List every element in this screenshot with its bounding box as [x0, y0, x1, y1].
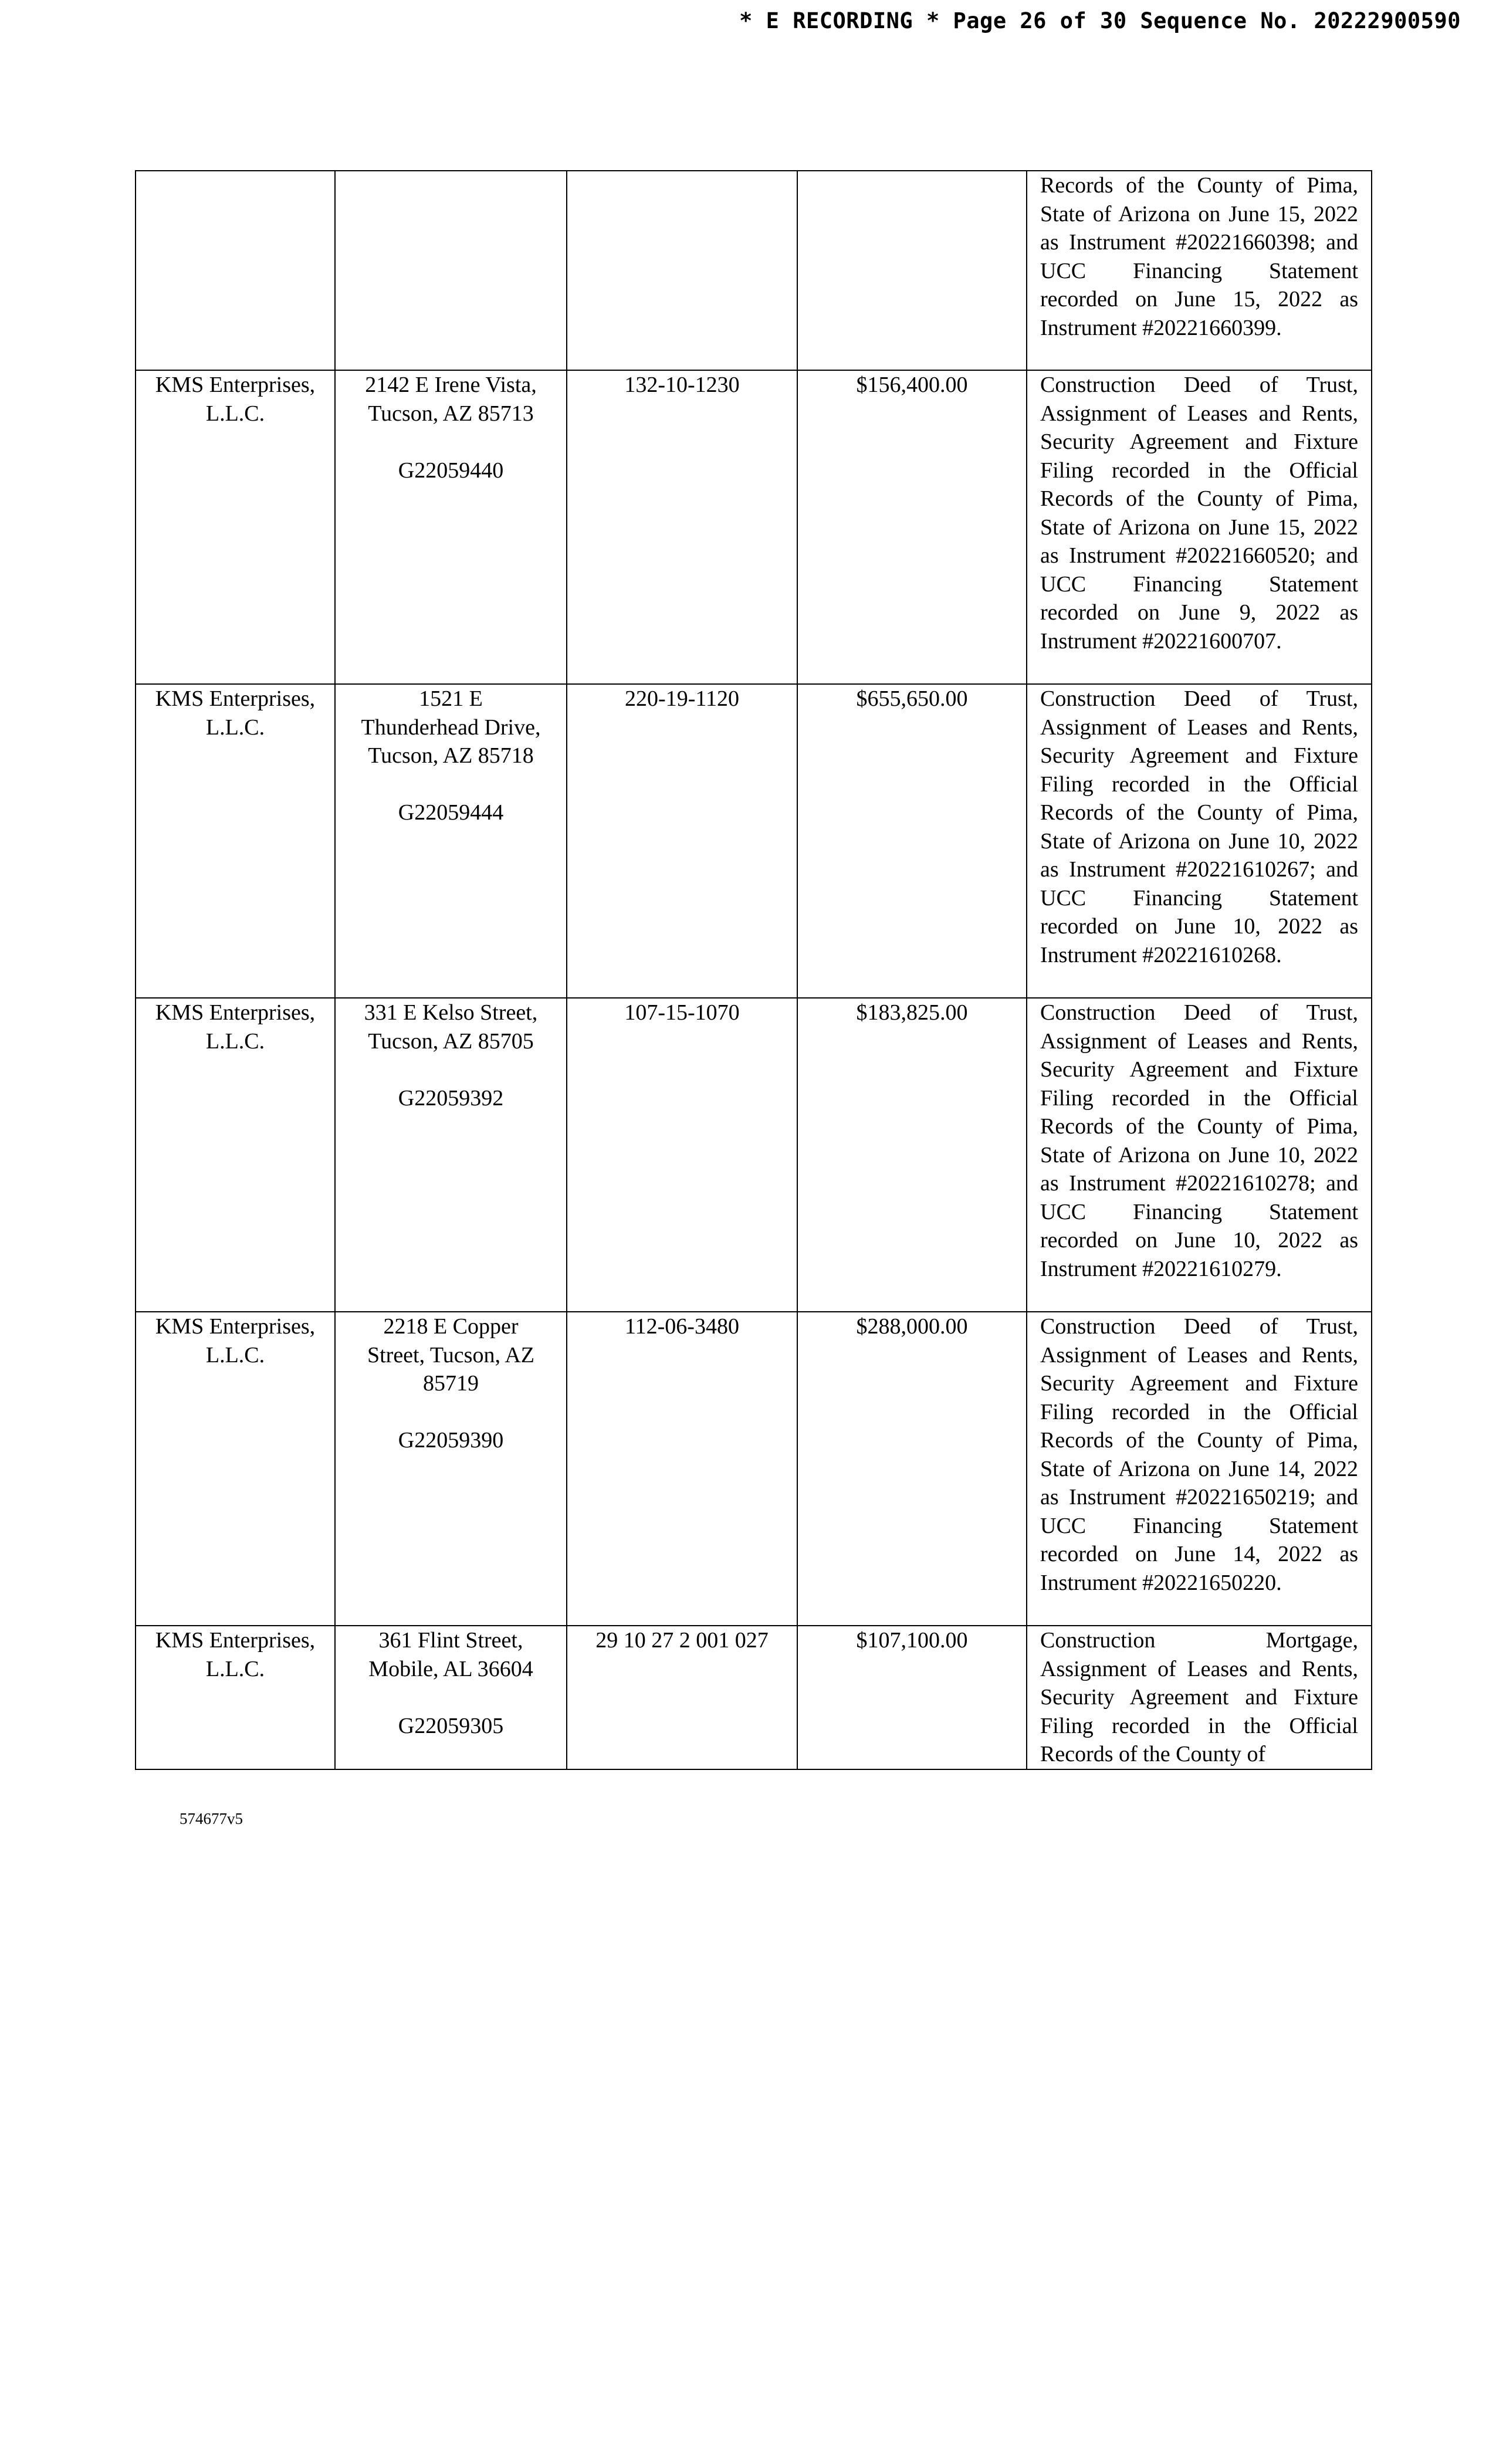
order-number: G22059440: [398, 458, 504, 483]
loan-amount: $107,100.00: [856, 1628, 968, 1653]
address-line: Tucson, AZ 85718: [368, 743, 534, 768]
loan-amount: $156,400.00: [856, 373, 968, 397]
address-line: 2142 E Irene Vista,: [365, 373, 537, 397]
address-cell: [335, 370, 567, 684]
parcel-number-cell: [567, 998, 797, 1312]
description-cell: [1027, 684, 1372, 998]
loan-amount: $183,825.00: [856, 1000, 968, 1025]
table-row: [136, 684, 1372, 998]
parcel-number-cell: [567, 1626, 797, 1769]
loan-amount: $655,650.00: [856, 686, 968, 711]
parcel-number: 112-06-3480: [625, 1314, 739, 1339]
loan-amount: $288,000.00: [856, 1314, 968, 1339]
address-cell: [335, 171, 567, 370]
parcel-number-cell: [567, 171, 797, 370]
property-records-table: [135, 170, 1372, 1770]
address-line: Tucson, AZ 85713: [368, 401, 534, 426]
address-line: Thunderhead Drive,: [361, 715, 541, 740]
order-number: G22059305: [398, 1713, 504, 1738]
parcel-number-cell: [567, 684, 797, 998]
address-line: Street, Tucson, AZ: [367, 1342, 535, 1368]
document-id-footer: 574677v5: [180, 1810, 243, 1827]
recording-description: Construction Deed of Trust, Assignment of Leases and Rents, Security Agreement and Fixture Filing recorded in the Official Records of the County of Pima, State of Arizona on June 10, 2022 as Instrument #20221610267; and UCC Financing Statement recorded on June 10, 2022 as Instrument #20221610268.: [1040, 686, 1358, 967]
amount-cell: [797, 1312, 1027, 1626]
grantor-cell: [136, 998, 335, 1312]
amount-cell: [797, 370, 1027, 684]
grantor-name: KMS Enterprises, L.L.C.: [155, 373, 316, 426]
address-cell: [335, 684, 567, 998]
recording-description: Records of the County of Pima, State of Arizona on June 15, 2022 as Instrument #20221660398; and UCC Financing Statement recorded on June 15, 2022 as Instrument #20221660399.: [1040, 173, 1358, 340]
grantor-cell: [136, 1626, 335, 1769]
table-row: [136, 998, 1372, 1312]
table-row: [136, 1312, 1372, 1626]
description-cell: [1027, 370, 1372, 684]
address-line: 85719: [423, 1371, 479, 1396]
address-line: Mobile, AL 36604: [368, 1656, 533, 1681]
grantor-cell: [136, 171, 335, 370]
order-number: G22059444: [398, 800, 504, 825]
order-number: G22059392: [398, 1085, 504, 1111]
description-cell: [1027, 998, 1372, 1312]
recording-description: Construction Mortgage, Assignment of Leases and Rents, Security Agreement and Fixture Filing recorded in the Official Records of the County of: [1040, 1628, 1358, 1766]
order-number: G22059390: [398, 1428, 504, 1453]
grantor-name: KMS Enterprises, L.L.C.: [155, 1628, 316, 1681]
table-row: [136, 370, 1372, 684]
table-row: [136, 171, 1372, 370]
parcel-number-cell: [567, 1312, 797, 1626]
description-cell: [1027, 171, 1372, 370]
amount-cell: [797, 171, 1027, 370]
grantor-name: KMS Enterprises, L.L.C.: [155, 1314, 316, 1368]
parcel-number: 132-10-1230: [624, 373, 740, 397]
address-line: 361 Flint Street,: [378, 1628, 523, 1653]
address-line: 1521 E: [419, 686, 483, 711]
description-cell: [1027, 1312, 1372, 1626]
amount-cell: [797, 684, 1027, 998]
parcel-number-cell: [567, 370, 797, 684]
address-line: 2218 E Copper: [383, 1314, 519, 1339]
address-line: 331 E Kelso Street,: [364, 1000, 538, 1025]
parcel-number: 220-19-1120: [625, 686, 739, 711]
amount-cell: [797, 998, 1027, 1312]
recording-header: * E RECORDING * Page 26 of 30 Sequence No. 20222900590: [739, 8, 1461, 33]
grantor-cell: [136, 1312, 335, 1626]
parcel-number: 107-15-1070: [624, 1000, 740, 1025]
recording-description: Construction Deed of Trust, Assignment of Leases and Rents, Security Agreement and Fixture Filing recorded in the Official Records of the County of Pima, State of Arizona on June 15, 2022 as Instrument #20221660520; and UCC Financing Statement recorded on June 9, 2022 as Instrument #20221600707.: [1040, 373, 1358, 654]
address-line: Tucson, AZ 85705: [368, 1028, 534, 1054]
recording-description: Construction Deed of Trust, Assignment of Leases and Rents, Security Agreement and Fixture Filing recorded in the Official Records of the County of Pima, State of Arizona on June 14, 2022 as Instrument #20221650219; and UCC Financing Statement recorded on June 14, 2022 as Instrument #20221650220.: [1040, 1314, 1358, 1595]
grantor-name: KMS Enterprises, L.L.C.: [155, 1000, 316, 1054]
table-row: [136, 1626, 1372, 1769]
amount-cell: [797, 1626, 1027, 1769]
address-cell: [335, 1626, 567, 1769]
address-cell: [335, 1312, 567, 1626]
recording-description: Construction Deed of Trust, Assignment of Leases and Rents, Security Agreement and Fixture Filing recorded in the Official Records of the County of Pima, State of Arizona on June 10, 2022 as Instrument #20221610278; and UCC Financing Statement recorded on June 10, 2022 as Instrument #20221610279.: [1040, 1000, 1358, 1281]
grantor-name: KMS Enterprises, L.L.C.: [155, 686, 316, 740]
address-cell: [335, 998, 567, 1312]
grantor-cell: [136, 370, 335, 684]
parcel-number: 29 10 27 2 001 027: [595, 1628, 769, 1653]
grantor-cell: [136, 684, 335, 998]
description-cell: [1027, 1626, 1372, 1769]
